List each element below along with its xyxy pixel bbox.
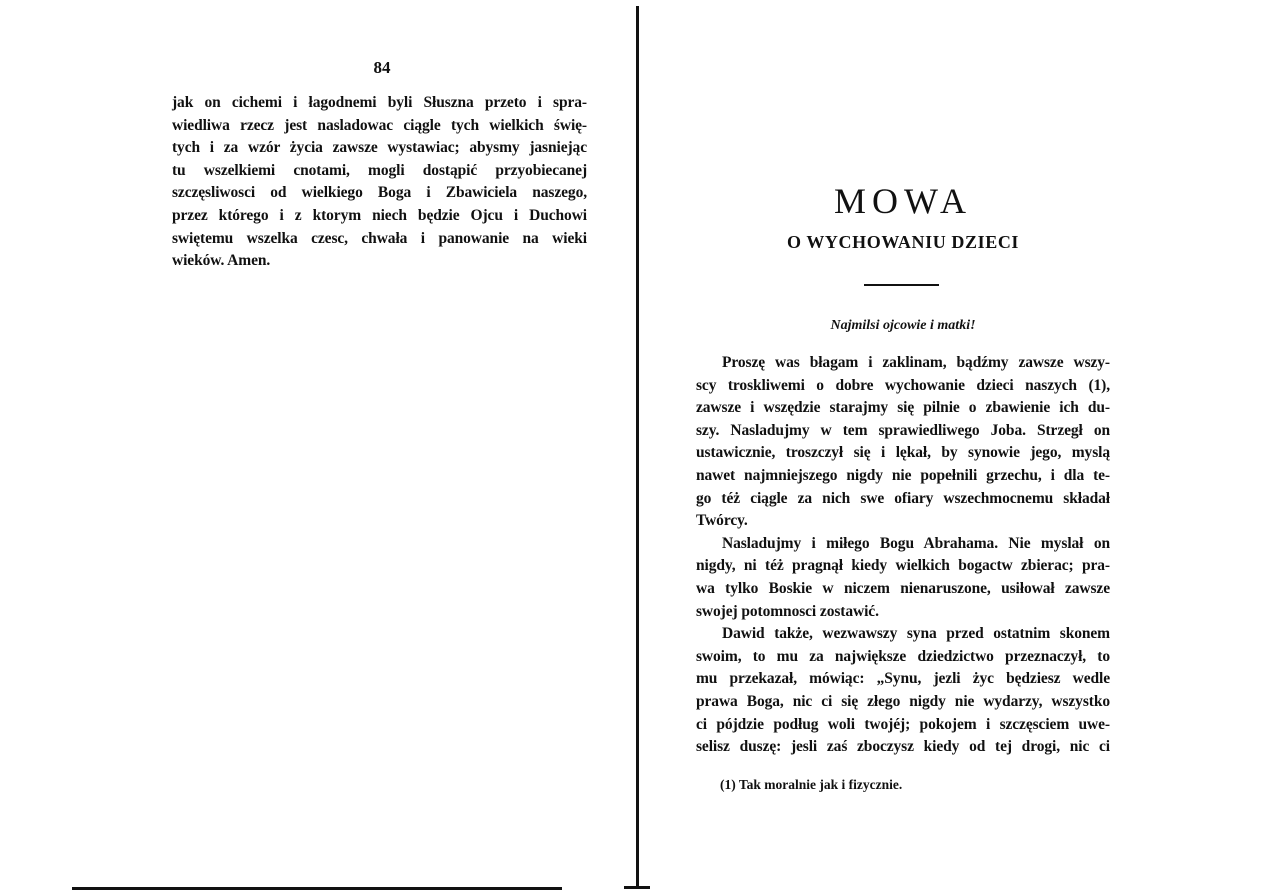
text-line: nigdy, ni téż pragnął kiedy wielkich bogactw zbierac; pra- xyxy=(696,557,1110,575)
text-line: ustawicznie, troszczył się i lękał, by synowie jego, myslą xyxy=(696,444,1110,462)
spine-foot xyxy=(624,886,650,889)
salutation: Najmilsi ojcowie i matki! xyxy=(830,318,976,333)
bottom-rule xyxy=(72,887,562,890)
text-line: tu wszelkiemi cnotami, mogli dostąpić przyobiecanej xyxy=(172,161,587,179)
text-line: wa tylko Boskie w niczem nienaruszone, usiłował zawsze xyxy=(696,579,1110,597)
text-line: scy troskliwemi o dobre wychowanie dzieci naszych (1), xyxy=(696,376,1110,394)
text-line: Twórcy. xyxy=(696,512,748,530)
text-line: nawet najmniejszego nigdy nie popełnili grzechu, i dla te- xyxy=(696,466,1110,484)
text-line: swoim, to mu za największe dziedzictwo przeznaczył, to xyxy=(696,647,1110,665)
page-number: 84 xyxy=(373,58,391,77)
text-line: prawa Boga, nic ci się złego nigdy nie wydarzy, wszystko xyxy=(696,692,1110,710)
right-body-text xyxy=(696,352,1110,759)
text-line: Dawid także, wezwawszy syna przed ostatnim skonem xyxy=(722,625,1110,643)
text-line: Proszę was błagam i zaklinam, bądźmy zawsze wszy- xyxy=(722,354,1110,371)
text-line: przez którego i z ktorym niech będzie Ojcu i Duchowi xyxy=(172,206,587,224)
left-body-text xyxy=(172,92,587,273)
chapter-subtitle: O WYCHOWANIU DZIECI xyxy=(786,232,1020,252)
chapter-title: MOWA xyxy=(834,181,972,221)
footnote: (1) Tak moralnie jak i fizycznie. xyxy=(720,777,903,792)
text-line: wieków. Amen. xyxy=(172,252,271,270)
book-spine xyxy=(636,6,639,887)
text-line: swojej potomnosci zostawić. xyxy=(696,602,879,620)
title-divider xyxy=(864,284,939,286)
text-line: jak on cichemi i łagodnemi byli Słuszna przeto i spra- xyxy=(172,94,587,111)
text-line: go téż ciągle za nich swe ofiary wszechmocnemu składał xyxy=(696,489,1110,507)
text-line: szy. Nasladujmy w tem sprawiedliwego Joba. Strzegł on xyxy=(696,421,1110,439)
text-line: tych i za wzór życia zawsze wystawiac; abysmy jasniejąc xyxy=(172,139,587,157)
text-line: mu przekazał, mówiąc: „Synu, jezli życ będziesz wedle xyxy=(696,670,1110,688)
text-line: szczęsliwosci od wielkiego Boga i Zbawiciela naszego, xyxy=(172,184,587,202)
text-line: swiętemu wszelka czesc, chwała i panowanie na wieki xyxy=(172,229,587,247)
text-line: wiedliwa rzecz jest nasladowac ciągle tych wielkich świę- xyxy=(172,116,587,134)
text-line: ci pójdzie podług woli twojéj; pokojem i szczęsciem uwe- xyxy=(696,715,1110,733)
text-line: selisz duszę: jesli zaś zboczysz kiedy od tej drogi, nic ci xyxy=(696,738,1110,756)
text-line: Nasladujmy i miłego Bogu Abrahama. Nie myslał on xyxy=(722,534,1110,552)
text-line: zawsze i wszędzie starajmy się pilnie o zbawienie ich du- xyxy=(696,399,1110,417)
